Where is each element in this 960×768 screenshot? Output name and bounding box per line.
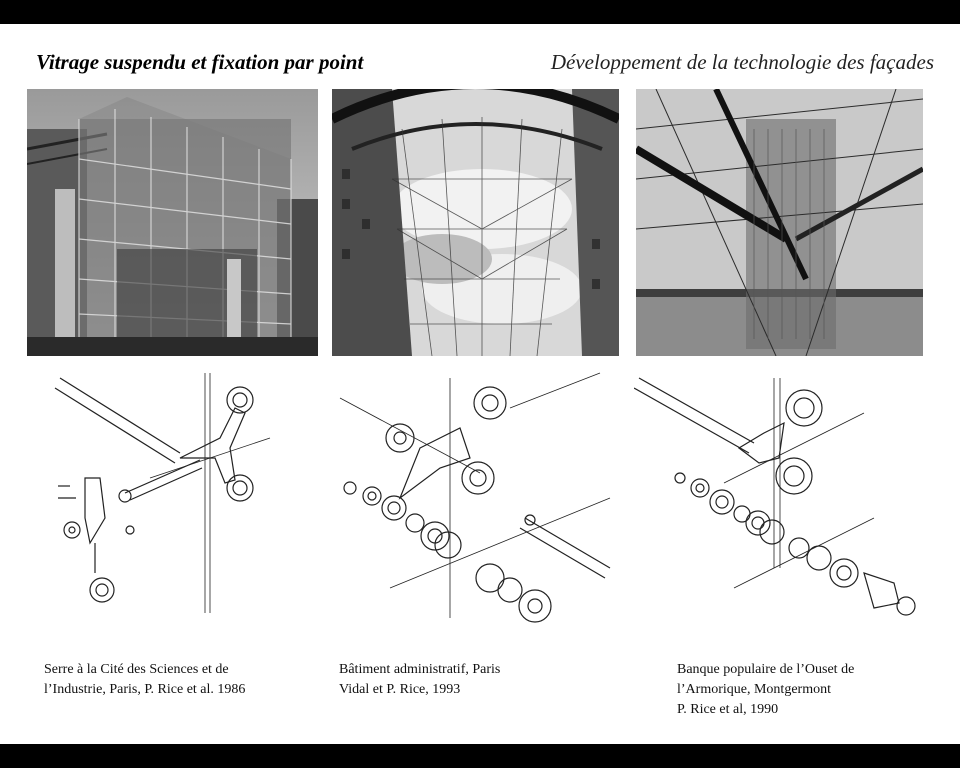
bottom-black-band: [0, 744, 960, 768]
caption-batiment-administratif: [339, 660, 500, 700]
glazed-atrium-roof-photo: [332, 89, 619, 356]
caption-line: l’Armorique, Montgermont: [677, 682, 831, 697]
spider-bolt-exploded-drawing: [330, 368, 625, 638]
caption-line: Bâtiment administratif, Paris: [339, 662, 501, 677]
top-black-band: [0, 0, 960, 24]
caption-line: l’Industrie, Paris, P. Rice et al. 1986: [44, 682, 246, 697]
caption-line: Vidal et P. Rice, 1993: [339, 682, 461, 697]
caption-line: Serre à la Cité des Sciences et de: [44, 662, 229, 677]
rotule-bolt-exploded-drawing: [634, 368, 929, 638]
glass-greenhouse-photo: [27, 89, 318, 356]
caption-line: P. Rice et al, 1990: [677, 702, 779, 717]
suspended-glass-canopy-photo: [636, 89, 923, 356]
slide-title: Vitrage suspendu et fixation par point: [36, 50, 364, 74]
caption-line: Banque populaire de l’Ouset de: [677, 662, 855, 677]
caption-serre-cite-des-sciences: [44, 660, 245, 700]
point-fixing-exploded-drawing: [30, 368, 320, 638]
slide-subtitle: Développement de la technologie des façades: [550, 50, 934, 74]
caption-banque-populaire: [677, 660, 854, 720]
